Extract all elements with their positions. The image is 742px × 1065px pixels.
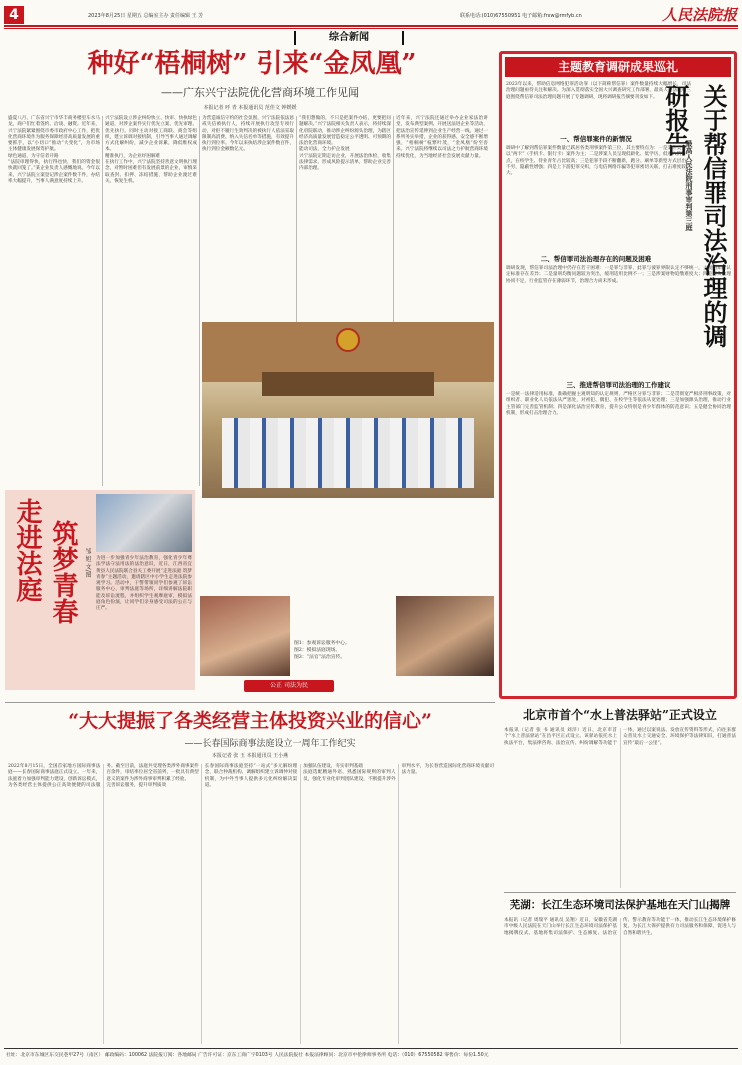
section-heading-text: 综合新闻	[329, 32, 369, 43]
section-heading	[294, 31, 404, 45]
bottom-article-byline: 本报记者 张 玉 本报通讯员 王小燕	[211, 753, 289, 759]
sidebar-body-2: 调研发现，帮信罪司法治理中仍存在若干困难：一是罪与非罪、此罪与彼罪界限认定不够统一，主观明知的认定标准存在差异；二是量刑均衡问题较为突出，缓刑适用比例不一；三是涉案财物追缴难度大；四是源头治理协同不足，行业监管存在薄弱环节，治理合力尚未形成。	[506, 266, 731, 284]
legal-title-1: 走进法庭	[12, 498, 42, 602]
station-body: 本报讯（记者 张 书 通讯员 刘洋）近日，北京市首个“水上普法驿站”在昌平区正式设立。该驿站依托水上执法平台，集法律咨询、法治宣传、纠纷调解等功能于一体，通过以案说法、发放宣传资料等形式，向往来群众普及水上交通安全、环境保护等法律知识，打通普法宣传“最后一公里”。	[504, 728, 736, 746]
legal-author: 邹 旭 文/图	[84, 548, 91, 578]
wuhu-body: 本报讯（记者 周瑞平 通讯员 吴翔）近日，安徽省芜湖市中级人民法院在天门山举行长江生态环境司法保护基地揭牌仪式。基地将集司法保护、生态修复、法治宣传、警示教育等功能于一体，推动长江生态环境保护修复，为长江大保护提供有力司法服务和保障，促进人与自然和谐共生。	[504, 918, 736, 936]
top-article-subtitle: ——广东兴宁法院优化营商环境工作见闻	[161, 86, 359, 99]
legal-photo-2	[200, 596, 290, 676]
sidebar-vertical-title: 关于帮信罪司法治理的调研报告	[661, 84, 728, 348]
bottom-article-subtitle: ——长春国际商事法庭设立一周年工作纪实	[184, 739, 356, 749]
legal-photo-1	[96, 494, 192, 552]
footer-text: 社址：北京市东城区东交民巷甲27号（南区） 邮政编码：100062 法院报订阅：各地邮局 广告许可证：京东工商广字0103号 人民法院报社 本报法律顾问：北京市中伦律师事务所 电话：（010）67550582 零售价：每份1.50元	[6, 1053, 489, 1058]
station-title: 北京市首个“水上普法驿站”正式设立	[523, 708, 717, 722]
bottom-article-body: 2022年8月15日，全国首家地方国际商事法庭——长春国际商事法庭正式设立。一年来，法庭着力加强审判能力建设，创新诉讼模式，为各类经营主体提供公正高效便捷的司法服务。截至目前，法庭共受理各类涉外商事案件百余件，审结率位居全省前列，一批具有典型意义的案件为涉外商事审判积累了经验。 完善诉讼服务，提升审判质效 长春国际商事法庭坚持“一站式”多元解纷理念，联合仲裁机构、调解组织建立诉调仲对接机制，为中外当事人提供多元化纠纷解决渠道。 加强队伍建设，夯实审判基础 法庭选配精通外语、熟悉国际规则的审判人员，强化专业化审判团队建设，不断提升涉外审判水平，为长春营造国际化营商环境贡献司法力量。	[8, 764, 494, 788]
sidebar-banner: 主题教育调研成果巡礼	[505, 57, 731, 77]
sidebar-body-1: 调研中了解到帮信罪案件数量已跃居各类刑事案件第三位，其主要特点为：一是案件类型以“两卡”（手机卡、银行卡）案件为主；二是涉案人员呈现低龄化、低学历、低收入的特点，在校学生、待业青年占比较高；三是犯罪手段不断翻新，跑分、刷单等新型方式层出不穷，隐蔽性增强；四是上下游犯罪交织，与电信网络诈骗等犯罪密切关联，打击难度较大。	[506, 146, 686, 177]
top-article-byline: 本报记者 呼 青 本报通讯员 范佳文 钟媛媛	[203, 105, 297, 111]
sidebar-body-3: 一是统一法律适用标准，准确把握主观明知的认定规则，严格区分罪与非罪；二是贯彻宽严相济刑事政策，对组织者、职业化人员依法从严惩处，对初犯、偶犯、在校学生等依法从宽处理；三是加强源头治理，推动行业主管部门完善监管机制；四是深化法治宣传教育，提升公众特别是青少年群体的防范意识；五是健全协同治理机制，形成打击治理合力。	[506, 392, 731, 416]
masthead-logo: 人民法院报	[662, 6, 738, 24]
caption-3: 图3：“法官”法治宣传。	[294, 655, 346, 660]
courtroom-photo	[202, 322, 494, 498]
wuhu-title: 芜湖：长江生态环境司法保护基地在天门山揭牌	[509, 899, 731, 911]
caption-2: 图2：模拟法庭现场。	[294, 648, 341, 653]
divider	[504, 892, 736, 893]
sidebar-heading-2: 二、帮信罪司法治理存在的问题及困难	[540, 255, 652, 263]
bottom-article-title: “大大提振了各类经营主体投资兴业的信心”	[68, 710, 432, 732]
legal-title-2: 筑梦青春	[48, 520, 78, 624]
legal-captions	[294, 640, 394, 676]
caption-1: 图1：参观诉讼服务中心。	[294, 641, 350, 646]
header-rule-thin	[4, 28, 738, 29]
sidebar-vertical-author: 最高人民法院刑事审判第三庭	[685, 140, 694, 231]
top-col-5: 近年来，兴宁法院还通过举办企业家法治讲堂、发布典型案例、开展送法进企业等活动，把法治宣传延伸到企业生产经营一线。通过一系列务实举措，企业的获得感、安全感不断增强，“梧桐树”枝繁叶茂，“金凤凰”纷至沓来。兴宁法院将继续以司法之力护航营商环境持续优化，为当地经济社会发展贡献力量。	[396, 116, 488, 159]
top-article-title: 种好“梧桐树” 引来“金凤凰”	[87, 49, 417, 79]
legal-photo-3	[396, 596, 494, 676]
date-line: 2023年8月25日 星期五 总编室主办 责任编辑 王 芳	[88, 13, 204, 19]
court-emblem	[336, 328, 360, 352]
students-group	[222, 418, 474, 488]
judge-bench	[262, 372, 434, 396]
divider	[5, 702, 495, 703]
page-number-badge: 4	[4, 6, 24, 24]
footer-rule	[4, 1048, 738, 1049]
legal-seal-badge: 公正 司法为民	[244, 680, 334, 692]
legal-body: 为进一步加强青少年法治教育，强化青少年尊法学法守法用法的法治意识，近日，江西省宜黄县人民法院联合县关工委开展“走进法庭 筑梦青春”主题活动，邀请辖区中小学生走进法院参观学习。活动中，干警带领同学们参观了诉讼服务中心、审判法庭等场所，详细讲解法院职能及诉讼流程，并组织学生观摩庭审，模拟法庭角色扮演，让同学们亲身感受司法的公正与庄严。	[96, 556, 192, 612]
header-rule	[4, 25, 738, 27]
sidebar-intro: 2023年以来，帮助信息网络犯罪活动罪（以下简称帮信罪）案件数量持续大幅增长，司法治理问题亟待关注和解决。为深入贯彻落实全国大兴调查研究工作部署，最高人民法院刑三庭围绕帮信罪司法治理问题开展了专题调研，现将调研报告摘要刊发如下。	[506, 82, 691, 100]
contact-line: 联系电话:(010)67550951 电子邮箱:frxw@rmfyb.cn	[460, 13, 582, 19]
sidebar-heading-1: 一、帮信罪案件的新情况	[560, 135, 632, 143]
top-col-1: 盛夏八月，广东省兴宁市华丰商务楼里车水马龙，商户们忙着签约、洽谈、融资。近年来，兴宁法院紧紧围绕市委市政府中心工作，把优化营商环境作为服务保障经济高质量发展的重要抓手，以“小切口”推动“大变化”，为市场主体健康发展保驾护航。 绿色通道，为守信者开路 “法院审理得快，执行得也快，我们的资金很快就回笼了。”某企业负责人感慨地说。今年以来，兴宁法院立案登记涉企案件数千件，办结率大幅提升，当事人满意度持续上升。	[8, 116, 100, 184]
sidebar-heading-3: 三、推进帮信罪司法治理的工作建议	[566, 381, 671, 389]
top-col-4: “我们想做的，不只是把案件办结，更要把问题解决。”兴宁法院相关负责人表示，将持续深化府院联动，推动涉企纠纷源头治理，为辖区经济高质量发展营造稳定公平透明、可预期的法治化营商环境。 能动司法，全力护企发展 兴宁法院定期走访企业，开展法治体检，收集法律需求，形成风险提示清单，帮助企业完善内部治理。	[299, 116, 391, 172]
top-col-3: 为营造诚信守约的社会氛围，兴宁法院依法惩戒失信被执行人，持续开展执行攻坚专项行动，对拒不履行生效判决的被执行人依法采取限制高消费、纳入失信名单等措施，有效提升执行到位率。今年以来执结涉企案件数百件，执行到位金额数亿元。	[202, 116, 294, 153]
top-col-2: 兴宁法院设立涉企纠纷快立、快审、快执绿色通道，对涉企案件实行优先立案、优先审理、优先执行。同时主动对接工商联、商会等组织，建立诉调对接机制，引导当事人通过调解方式化解纠纷，减少企业诉累，降低维权成本。 精准执行，为企业纾困解难 在执行工作中，兴宁法院坚持善意文明执行理念，对暂时困难但有发展前景的企业，审慎采取查封、扣押、冻结措施，帮助企业渡过难关、恢复生机。	[105, 116, 197, 184]
